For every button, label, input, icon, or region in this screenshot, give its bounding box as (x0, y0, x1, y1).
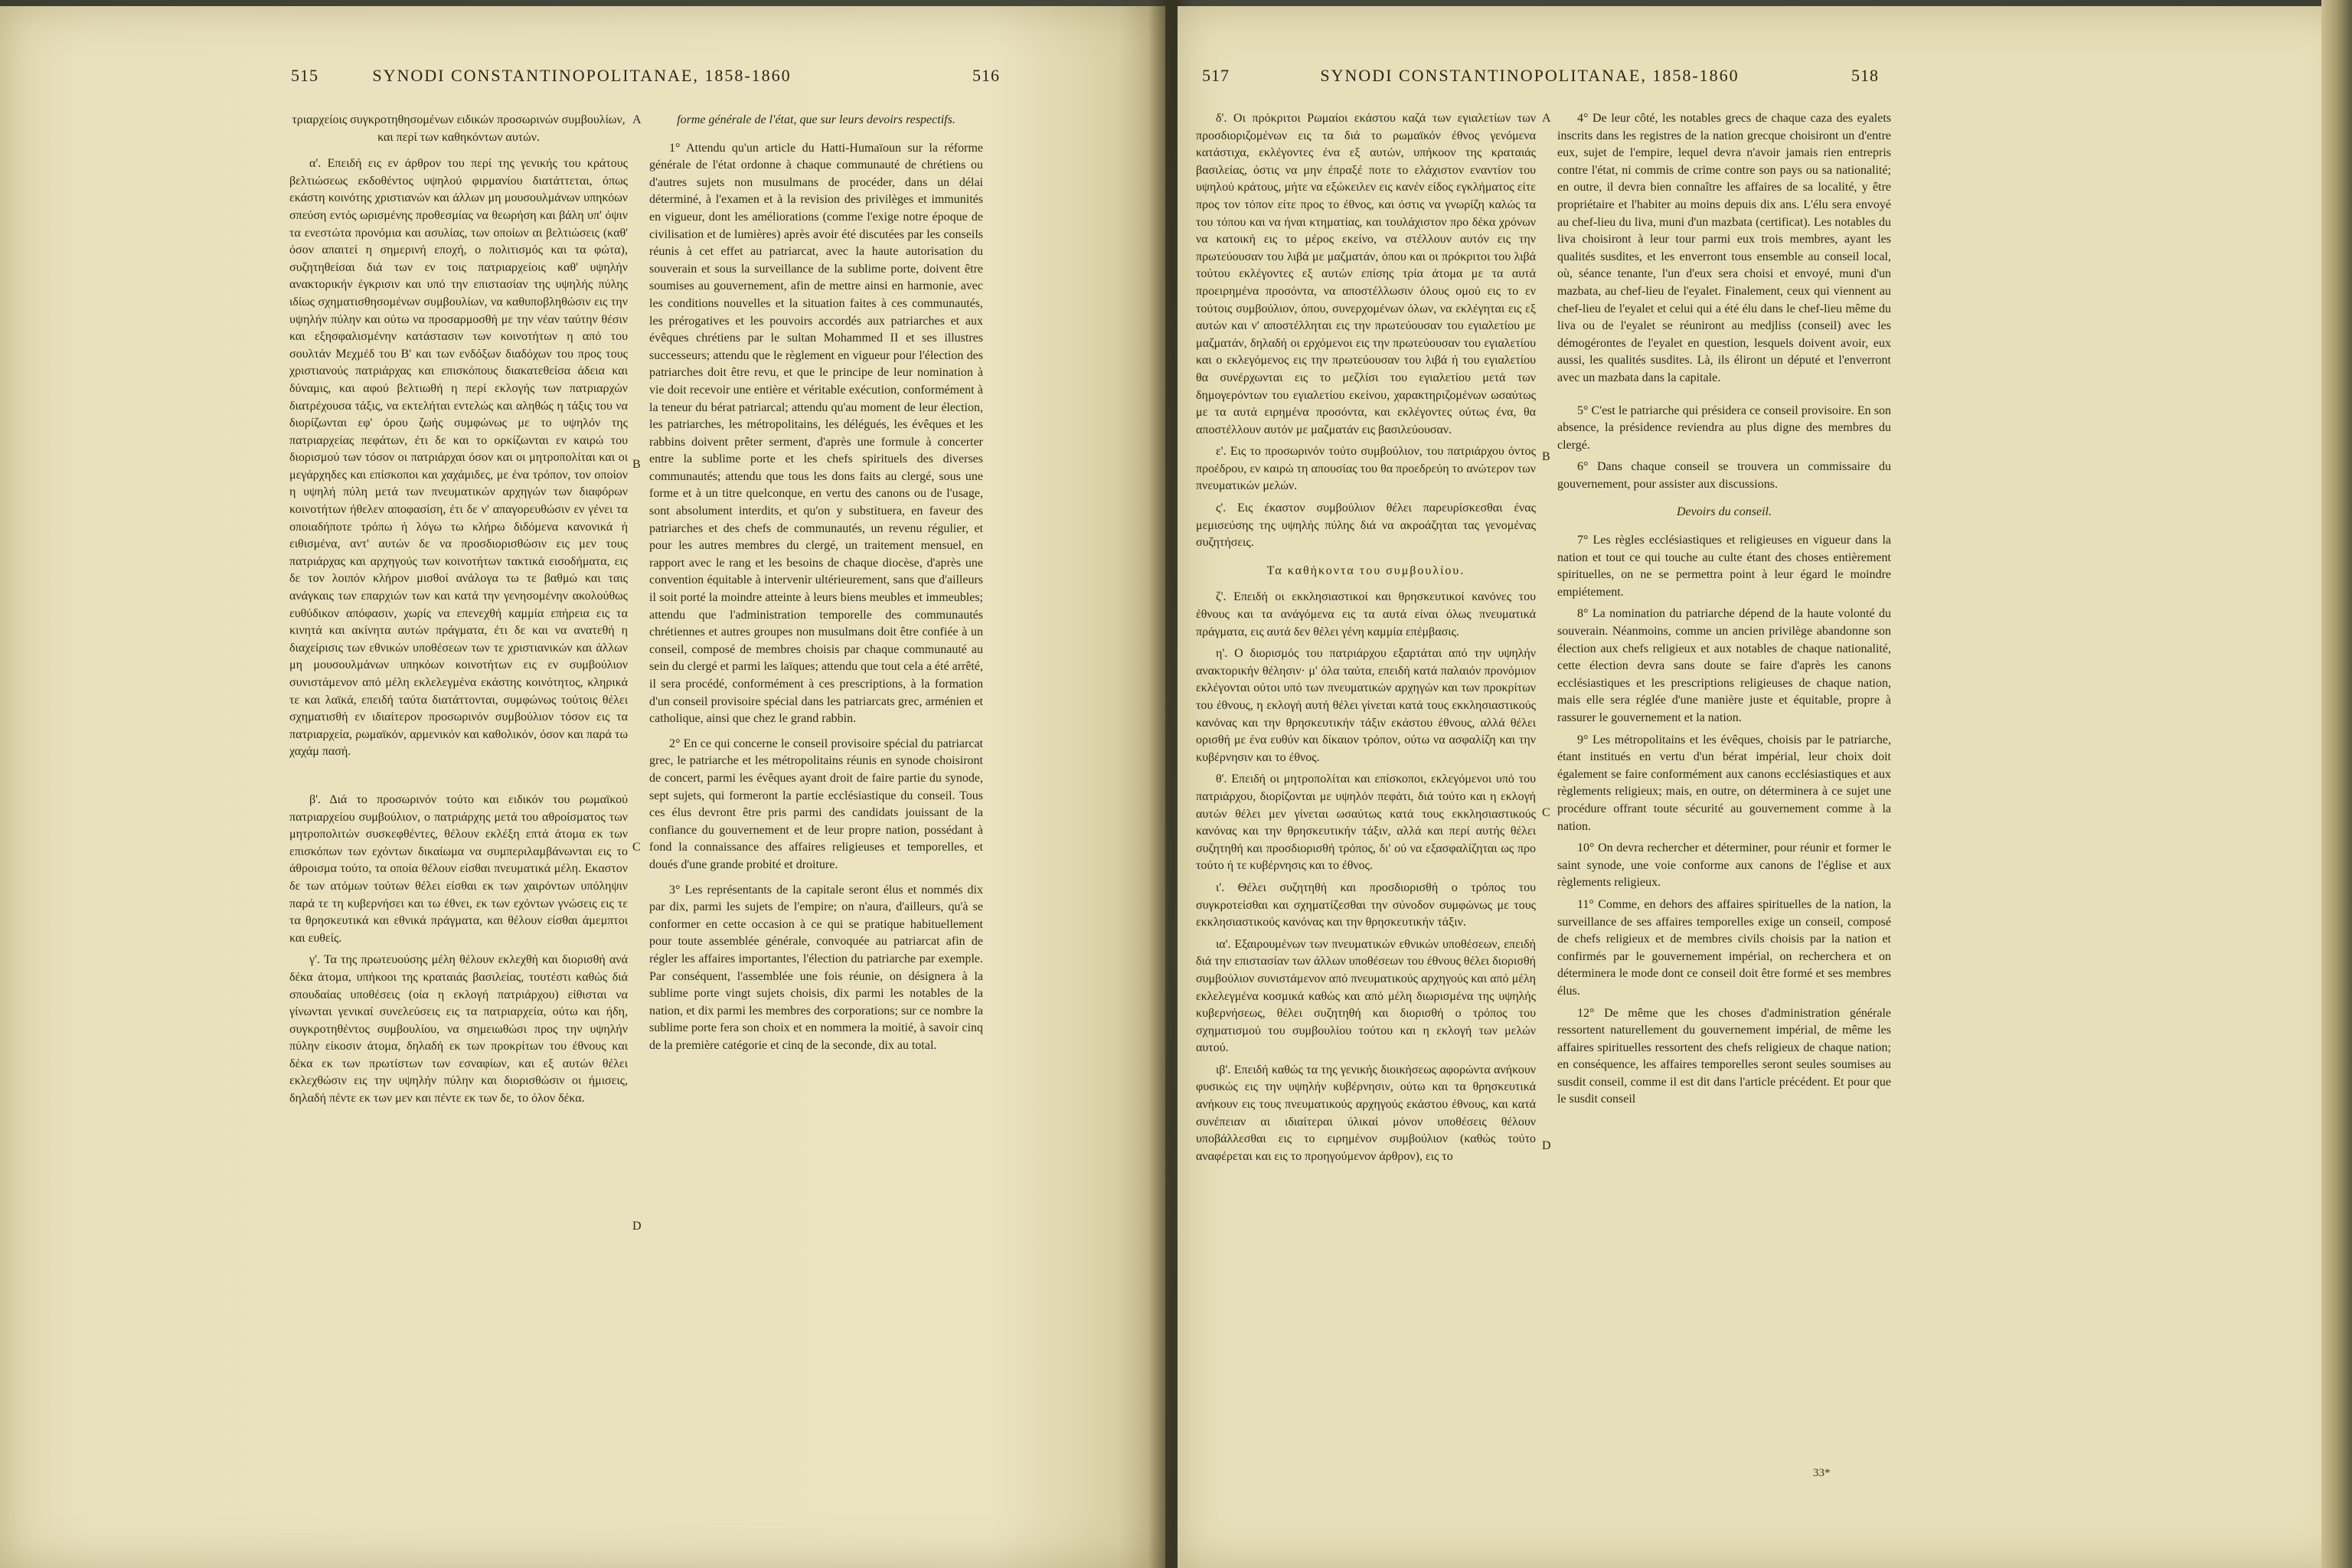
running-title: SYNODI CONSTANTINOPOLITANAE, 1858-1860 (372, 66, 792, 85)
greek-article-iota-beta: ιβ'. Επειδή καθώς τα της γενικής διοικήσεως αφορώντα ανήκουν φυσικώς εις την υψηλήν κυβέρνησιν, ούτω και τα θρησκευτικά ανήκουν εις τους πνευματικούς αρχηγούς εκάστου έθνους, και κατά συνέπειαν αι ιδιαίτεραι ύλικαί μόνον υποθέσεις θέλουν υποβάλλεσθαι εις το ειρημένον συμβούλιον (καθώς τούτο αναφέρεται και εις το προηγούμενον άρθρον), εις το (1196, 1063, 1536, 1163)
french-column-left (649, 112, 983, 1059)
page-number-518: 518 (1851, 66, 1879, 85)
page-number-515: 515 (291, 66, 318, 85)
greek-heading: τριαρχείοις συγκροτηθησομένων ειδικών προσωρινών συμβουλίων, και περί των καθηκόντων αυτών. (292, 113, 626, 144)
left-page (0, 6, 1165, 1568)
greek-article-theta: θ'. Επειδή οι μητροπολίται και επίσκοποι, εκλεγόμενοι υπό του πατριάρχου, διορίζονται με υψηλόν πεφάτι, διά τούτο και η εκλογή αυτών θέλει μεν γίνεται ωσαύτως κατά τους εκκλησιαστικούς κανόνας και την θρησκευτικήν τάξιν, αλλά και περί αυτής θέλει συζητηθή και προσδιορισθή τρόπος, δι' ού να εξασφαλίζηται ως προ τούτο ή τε κυβέρνησις και το έθνος. (1196, 773, 1536, 873)
page-number-516: 516 (972, 66, 1000, 85)
greek-article-stigma: ς'. Εις έκαστον συμβούλιον θέλει παρευρίσκεσθαι ένας μεμισεύσης της υψηλής πύλης διά να ακροάζηται τας γενομένας συζητήσεις. (1196, 501, 1536, 550)
french-article-8: 8° La nomination du patriarche dépend de la haute volonté du souverain. Néanmoins, comme un ancien privilège abandonne son élection aux chefs religieux et aux notables de chaque nationalité, cette élection devra sans doute se faire d'après les canons ecclésiastiques et les prescriptions religieuses de chaque nation, mais elle sera réglée d'une manière juste et équitable, propre à rassurer le gouvernement et la nation. (1557, 607, 1891, 724)
page-number-517: 517 (1202, 66, 1230, 85)
left-page-header (0, 66, 1165, 96)
greek-article-zeta: ζ'. Επειδή οι εκκλησιαστικοί και θρησκευτικοί κανόνες του έθνους και τα ανάγόμενα εις τα αυτά είναι όλως πνευματικά πράγματα, εις αυτά δεν θέλει γένη καμμία επέμβασις. (1196, 590, 1536, 639)
margin-marker-c-right: C (1542, 806, 1550, 819)
greek-column-left (289, 112, 628, 1112)
margin-marker-c: C (632, 841, 641, 854)
greek-article-gamma: γ'. Τα της πρωτευούσης μέλη θέλουν εκλεχθή και διορισθή ανά δέκα άτομα, υπήκοοι της κραταιάς βασιλείας, τουτέστι καθώς διά σπουδαίας υποθέσεις (οία η εκλογή πατριάρχου) είθισται να γίνωνται γενικαί συνελεύσεις εις τα πατριαρχεία, ούτω και ήδη, συγκροτηθέντος συμβουλίου, να σημειωθώσι προς την υψηλήν πύλην είκοσιν άτομα, δηλαδή εκ των προκρίτων του έθνους και δέκα εκ των πρωτίστων των εσναφίων, και εξ αυτών θέλει εκλεχθώσιν εις την υψηλήν πύλην και διορισθώσιν οι ήμισεις, δηλαδή πέντε εκ των μεν και πέντε εκ των δε, το όλον δέκα. (289, 953, 628, 1106)
french-article-12: 12° De même que les choses d'administration générale ressortent naturellement du gouvernement impérial, de même les affaires spirituelles ressortent des chefs religieux de chaque nation; en conséquence, les affaires temporelles seront seules soumises au susdit conseil, comme il est dit dans l'article précédent. Et pour que le susdit conseil (1557, 1006, 1891, 1106)
margin-marker-a-right: A (1542, 112, 1551, 125)
greek-article-delta: δ'. Οι πρόκριτοι Ρωμαίοι εκάστου καζά των εγιαλετίων των προσδιοριζομένων εις τα διά το ρωμαϊκόν έθνος γενόμενα κατάστιχα, εκλέγοντες ένα εξ αυτών, υπήκοον της κραταιάς βασιλείας, όστις να μην έπραξέ ποτε το ελάχιστον εναντίον του υψηλού κράτους, μήτε να εξώκειλεν εις κανέν είδος εγκλήματος είτε προς τον τόπον είτε προς το έθνος, και όστις να γνωρίζη καλώς τα του τόπου και να ήναι κτηματίας, και τουλάχιστον προ δέκα χρόνων να κατοική εις το μέρος εκείνο, να στέλλουν αυτόν εις την πρωτεύουσαν του λιβά με μαζματάν, όπου και οι πρόκριτοι του λιβά τούτου εκλέγοντες εξ αυτών επίσης τρία άτομα με τα αυτά προειρημένα προσόντα, να αποστέλλωσιν όλους ομού εις το εν τούτοις συμβούλιον, όπου, συνερχομένων όλων, να εκλέγηται εις εξ αυτών και ν' αποστέλληται εις την πρωτεύουσαν του εγιαλετίου με μαζματάν, δηλαδή οι ερχόμενοι εις την πρωτεύουσαν του εγιαλετίου και ο εκλεγόμενος εις την πρωτεύουσαν του λιβά ή του εγιαλετίου θα συνέρχωνται εις το μεζλίσι του εγιαλετίου μετά των δημογερόντων του εγιαλετίου εκείνου, χαρακτηριζομένων ωσαύτως με τα αυτά ειρημένα προσόντα, και εκλέγοντες ούτως ένα, θα αποστέλλουν αυτόν με μαζματάν εις βασιλεύουσαν. (1196, 112, 1536, 436)
greek-article-epsilon: ε'. Εις το προσωρινόν τούτο συμβούλιον, του πατριάρχου όντος προέδρου, εν καιρώ τη απουσίας του θα προεδρεύη το ανώτερον των πνευματικών μελών. (1196, 445, 1536, 493)
page-edge (2321, 0, 2352, 1568)
french-article-3: 3° Les représentants de la capitale seront élus et nommés dix par dix, parmi les sujets de l'empire; on n'aura, d'ailleurs, qu'à se conformer en cette occasion à ce qui se pratique habituellement pour toute assemblée générale, convoquée au patriarcat afin de régler les affaires importantes, l'élection du patriarche par exemple. Par conséquent, l'assemblée une fois réunie, on désignera à la sublime porte vingt sujets choisis, dix parmi les notables de la nation, et dix parmi les membres des corporations; sur ce nombre la sublime porte fera son choix et en nommera la moitié, à savoir cinq de la première catégorie et cinq de la seconde, dix au total. (649, 883, 983, 1052)
greek-article-eta: η'. Ο διορισμός του πατριάρχου εξαρτάται από την υψηλήν ανακτορικήν θέλησιν· μ' όλα ταύτα, επειδή κατά παλαιόν προνόμιον εκλέγονται ούτοι υπό των πνευματικών αρχηγών και των προκρίτων του έθνους, η εκλογή αυτή θέλει γίνεται κατά τους εκκλησιαστικούς κανόνας και την θρησκευτικήν τάξιν εκάστου έθνους, αλλά θέλει ορισθή με ένα ευθύν και δίκαιον τρόπον, ούτω να ασφαλίζη και την κυβέρνησιν και το έθνος. (1196, 647, 1536, 764)
greek-article-beta: β'. Διά το προσωρινόν τούτο και ειδικόν του ρωμαϊκού πατριαρχείου συμβούλιον, ο πατριάρχης μετά του αθροίσματος των μητροπολιτών συσκεφθέντες, θέλουν εκλέξη επτά άτομα εκ των επισκόπων των εχόντων δικαίωμα να συμπεριλαμβάνωνται εις το άθροισμα τούτο, τα οποία θέλουν είσθαι πνευματικά μέλη. Εκαστον δε των ατόμων τούτων θέλει είσθαι εκ των χαιρόντων υπόληψιν παρά τε τη κυβερνήσει και τω έθνει, εκ των εχόντων γνώσεις εις τε τα θρησκευτικά και εθνικά πράγματα, και θέλουν είσθαι άμεμπτοι και ευθείς. (289, 792, 628, 945)
french-article-5: 5° C'est le patriarche qui présidera ce conseil provisoire. En son absence, la présidence reviendra au plus digne des membres du clergé. (1557, 403, 1891, 452)
french-title: forme générale de l'état, que sur leurs devoirs respectifs. (677, 113, 956, 126)
french-column-right (1557, 110, 1891, 1113)
greek-article-iota-alpha: ια'. Εξαιρουμένων των πνευματικών εθνικών υποθέσεων, επειδή διά την επιστασίαν των άλλων υποθέσεων του έθνους θέλει διορισθή συμβούλιον συνιστάμενον από πνευματικούς αρχηγούς και από μέλη εκλελεγμένα κοσμικά καθώς και από μέλη διωρισμένα της υψηλής κυβερνήσεως, θέλει συζητηθή και διορισθή ο τρόπος του σχηματισμού του συμβουλίου τούτου και η εκλογή των μελών αυτού. (1196, 937, 1536, 1055)
french-section-title: Devoirs du conseil. (1677, 505, 1772, 519)
margin-marker-d: D (632, 1220, 642, 1233)
greek-article-alpha: α'. Επειδή εις εν άρθρον του περί της γενικής του κράτους βελτιώσεως εκδοθέντος υψηλού φιρμανίου διατάττεται, όπως εκάστη κοινότης χριστιανών και άλλων μη μουσουλμάνων υπηκόων σπεύση εντός ωρισμένης προθεσμίας να θεωρήση και βάλη υπ' όψιν τα ενεστώτα προνόμια και ασυλίας, των οποίων αι βελτιώσεις (καθ' όσον απαιτεί η σημερινή εποχή, ο πολιτισμός και τα φώτα), συζητηθείσαι διά των εν τοις πατριαρχείοις καθ' υψηλήν ανακτορικήν έγκρισιν και υπό την επιστασίαν της υψηλής πύλης ιδίως σχηματισθησομένων συμβουλίων, να καθυποβληθώσιν εις την υψηλήν πύλην και ούτω να προσαρμοσθή με την νέαν ταύτην θέσιν και εξησφαλισμένην κατάστασιν των κοινοτήτων η από του σουλτάν Μεχμέδ του Β' και των ενδόξων διαδόχων του προς τους χριστιανούς πατριάρχας και επισκόπους διακατεθείσα άδεια και δύναμις, και αφού βελτιωθή η περί εκλογής των πατριαρχών διατρέχουσα τάξις, να εκτελήται εντελώς και αληθώς η τάξις του να διορίζωνται εφ' όρου ζωής συμφώνως με το υψηλόν της πατριαρχείας πεφάτων, έτι δε και το ορκίζωνται εν καιρώ του διορισμού των τόσον οι πατριάρχαι όσον και οι μητροπολίται και οι μεγάρχηδες και επίσκοποι και χαχάμιδες, με ένα τρόπον, τον οποίον η υψηλή πύλη μετά των πνευματικών αρχηγών των διαφόρων κοινοτήτων ήθελεν αποφασίση, έτι δε ν' απαγορευθώσιν εν γένει τα οποιαδήποτε τρόπω ή λόγω τω κλήρω διδόμενα κανονικά ή ειθισμένα, αντ' αυτών δε να προσδιορισθώσιν εις μεν τους πατριάρχας και αρχηγούς των κοινοτήτων τακτικά εισοδήματα, εις δε τον λοιπόν κλήρον μισθοί ανάλογα τω τε βαθμώ και ταις ανάγκαις των επαρχιών των και κατά την γενησομένην ακολούθως ευθύδικον απόφασιν, χωρίς να επενεχθή καμμία επήρεια εις τα κινητά και ακίνητα αυτών πράγματα, έτι δε και να ανατεθή η διαχείρισις των εθνικών υποθέσεων των τε χριστιανικών και άλλων μη μουσουλμάνων υπηκόων κοινοτήτων εις εν συμβούλιον συνιστάμενον από μέλη εκλελεγμένα εκάστης κοινότητος, κληρικά τε και λαϊκά, επειδή ταύτα διατάττονται, συμφώνως τούτοις θέλει σχηματισθή εν ιδιαίτερον προσωρινόν συμβούλιον τόσον εις τα πατριαρχεία, ρωμαϊκόν, αρμενικόν και καθολικόν, όσον και παρά τω χαχάμ πασή. (289, 157, 628, 759)
french-article-10: 10° On devra rechercher et déterminer, pour réunir et former le saint synode, une voie conforme aux canons de l'église et aux règlements religieux. (1557, 841, 1891, 890)
margin-marker-b-right: B (1542, 450, 1550, 463)
margin-marker-a: A (632, 113, 642, 126)
french-article-11: 11° Comme, en dehors des affaires spirituelles de la nation, la surveillance de ses affaires temporelles exige un conseil, composé de chefs religieux et de membres civils choisis par la nation et confirmés par le gouvernement impérial, on recherchera et on déterminera le mode dont ce conseil doit être formé et ses membres élus. (1557, 897, 1891, 998)
french-article-1: 1° Attendu qu'un article du Hatti-Humaïoun sur la réforme générale de l'état ordonne à chaque communauté de chrétiens ou d'autres sujets non musulmans de procéder, dans un délai déterminé, à l'examen et à la revision des privilèges et immunités en vigueur, dont les améliorations (comme l'exige notre époque de civilisation et de lumières) après avoir été discutées par les conseils réunis à cet effet au patriarcat, avec la haute autorisation du souverain et sous la surveillance de la sublime porte, doivent être soumises au gouvernement, afin de mettre ainsi en harmonie, avec les conditions nouvelles et la situation faites à ces communautés, les prérogatives et les pouvoirs accordés aux patriarches et aux évêques chrétiens par le sultan Mohammed II et ses illustres successeurs; attendu que le règlement en vigueur pour l'élection des patriarches doit être revu, et que le principe de leur nomination à vie doit recevoir une entière et véritable exécution, conformément à la teneur du bérat patriarcal; attendu qu'au moment de leur élection, les patriarches, les métropolitains, les délégués, les évêques et les rabbins doivent prêter serment, d'après une formule à concerter entre la sublime porte et les chefs spirituels des diverses communautés; attendu que tous les dons faits au clergé, sous une forme et à un titre quelconque, en vertu des canons ou de l'usage, sont absolument interdits, et qu'on y substituera, en faveur des patriarches et des chefs de communautés, un revenu régulier, et pour les autres membres du clergé, un traitement mensuel, en rapport avec le rang et les besoins de chaque diocèse, d'après une convention équitable à intervenir ultérieurement, sans que d'ailleurs il soit porté la moindre atteinte à leurs biens meubles et immeubles; attendu que l'administration temporelle des communautés chrétiennes et autres groupes non musulmans doit être confiée à un conseil, composé de membres choisis par chaque communauté au sein du clergé et parmi les laïques; attendu que tout cela a été arrêté, il sera procédé, conformément à ces prescriptions, à la formation d'un conseil provisoire spécial dans les patriarcats grec, arménien et catholique, ainsi que chez le grand rabbin. (649, 141, 983, 726)
margin-marker-b: B (632, 458, 641, 471)
greek-section-title: Τα καθήκοντα του συμβουλίου. (1266, 564, 1465, 577)
french-article-9: 9° Les métropolitains et les évêques, choisis par le patriarche, étant institués en vertu d'un bérat impérial, leur choix doit également se faire conformément aux canons ecclésiastiques et aux règlements religieux; mais, en outre, on déterminera à ce sujet une procédure offrant toute sécurité au gouvernement comme à la nation. (1557, 733, 1891, 833)
right-page (1178, 6, 2352, 1568)
margin-marker-d-right: D (1542, 1139, 1551, 1152)
signature-mark: 33* (1813, 1467, 1831, 1479)
greek-article-iota: ι'. Θέλει συζητηθή και προσδιορισθή ο τρόπος του συγκροτείσθαι και σχηματίζεσθαι την σύνοδον συμφώνως με τους εκκλησιαστικούς κανόνας και την θρησκευτικήν τάξιν. (1196, 880, 1536, 929)
french-article-6: 6° Dans chaque conseil se trouvera un commissaire du gouvernement, pour assister aux discussions. (1557, 460, 1891, 491)
greek-column-right (1196, 110, 1536, 1170)
running-title-right: SYNODI CONSTANTINOPOLITANAE, 1858-1860 (1320, 66, 1740, 85)
french-article-7: 7° Les règles ecclésiastiques et religieuses en vigueur dans la nation et tout ce qui touche au culte étant des choses entièrement spirituelles, on ne se permettra point à leur égard le moindre empiétement. (1557, 534, 1891, 599)
french-article-4: 4° De leur côté, les notables grecs de chaque caza des eyalets inscrits dans les registres de la nation grecque choisiront un d'entre eux, sujet de l'empire, lequel devra n'avoir jamais rien entrepris contre l'état, ni commis de crime contre son pays ou sa nationalité; en outre, il devra bien connaître les affaires de sa localité, y être propriétaire et l'habiter au moins depuis dix ans. L'élu sera envoyé au chef-lieu du liva, muni d'un mazbata (certificat). Les notables du liva choisiront à leur tour parmi eux trois membres, ayant les qualités susdites, et les enverront tous ensemble au conseil local, où, séance tenante, l'un d'eux sera choisi et envoyé, muni d'un mazbata, au chef-lieu de l'eyalet. Finalement, ceux qui viennent au chef-lieu de l'eyalet et celui qui a été élu dans le chef-lieu même du liva ou de l'eyalet se réuniront au medjliss (conseil) avec les démogérontes de l'eyalet en question, lesquels doivent avoir, eux aussi, les qualités susdites. Là, ils éliront un député et l'enverront avec un mazbata dans la capitale. (1557, 112, 1891, 384)
right-page-header (1178, 66, 2352, 96)
french-article-2: 2° En ce qui concerne le conseil provisoire spécial du patriarcat grec, le patriarche et les métropolitains réunis en synode choisiront de concert, parmi les évêques ayant droit de faire partie du synode, sept sujets, qui formeront la partie ecclésiastique du conseil. Tous ces élus devront être pris parmi des candidats jouissant de la confiance du gouvernement et de leur propre nation, possédant à fond la connaissance des affaires religieuses et temporelles, et doués d'une grande probité et droiture. (649, 737, 983, 871)
